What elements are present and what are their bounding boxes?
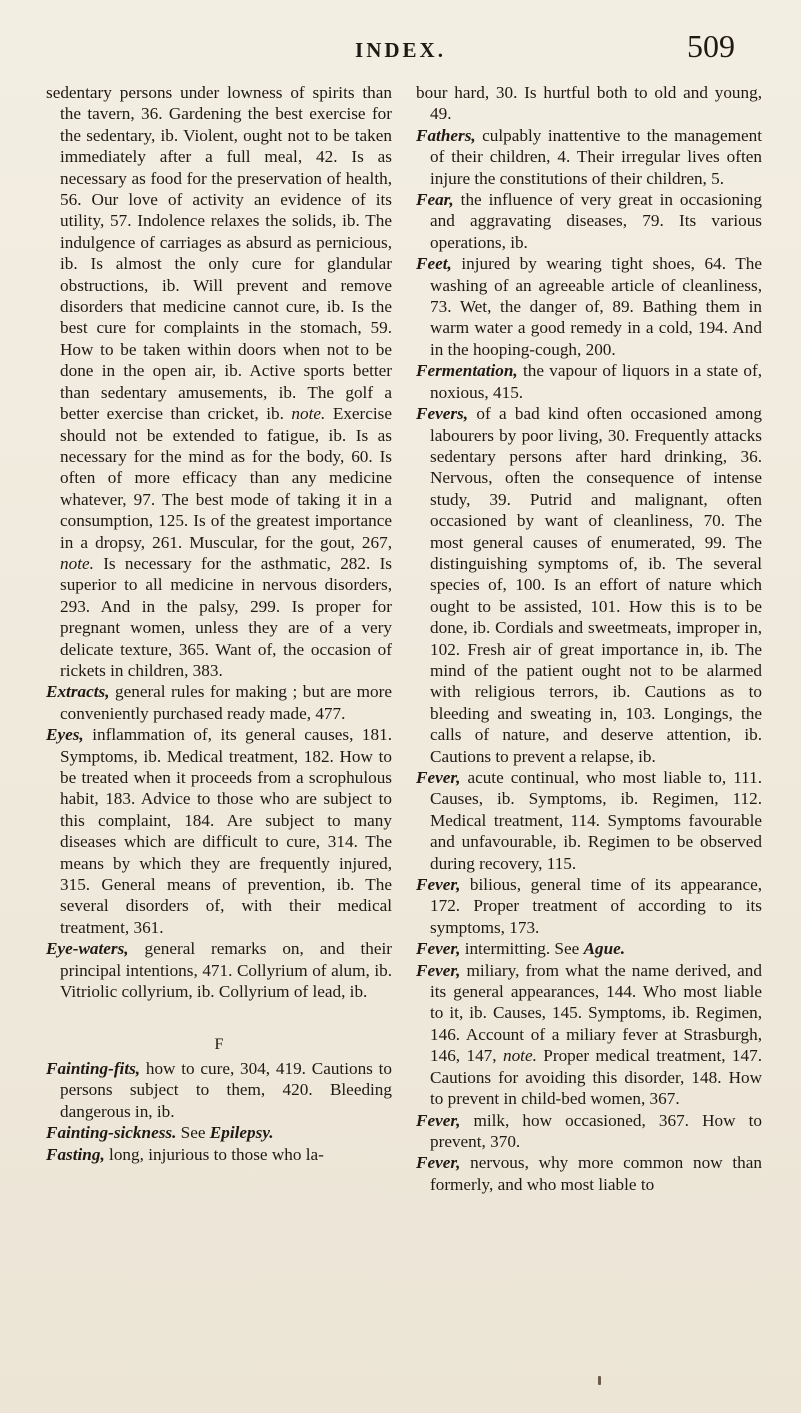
page-number: 509 <box>687 28 735 64</box>
entry-text: the vapour of liquors in a state of, noxious, 415. <box>430 361 762 402</box>
entry-text: bilious, general time of its appearance, 172. Proper treatment of according to its symptoms, 173. <box>430 875 762 937</box>
index-entry-fasting <box>46 1144 392 1165</box>
entry-head: Fever, <box>416 1110 461 1130</box>
entry-head: Fevers, <box>416 404 469 424</box>
ink-speck <box>598 1376 601 1385</box>
index-entry-fermentation <box>416 360 762 403</box>
entry-text: See <box>176 1123 210 1143</box>
running-head <box>0 28 801 68</box>
index-entry-eyes <box>46 724 392 938</box>
entry-text: the influence of very great in occasioning and aggravating diseases, 79. Its various operations, ib. <box>430 190 762 252</box>
index-entry-fever-intermitting <box>416 938 762 959</box>
entry-text: how to cure, 304, 419. Cautions to persons subject to them, 420. Bleeding dangerous in, ib. <box>60 1058 392 1121</box>
entry-head: Fasting, <box>46 1144 105 1164</box>
entry-note: note. <box>291 404 326 424</box>
entry-text: Is necessary for the asthmatic, 282. Is superior to all medicine in nervous disorders, 293. And in the palsy, 299. Is proper for pregnant women, unless they are of a very delicate texture, 365. Want of, the occasion of rickets in children, 383. <box>60 553 392 680</box>
entry-head: Eyes, <box>46 725 84 745</box>
entry-head: Fever, <box>416 960 461 980</box>
index-entry-fasting-continued <box>416 82 762 125</box>
entry-text: miliary, from what the name derived, and its general appearances, 144. Who most liable to it, ib. Causes, 145. Symptoms, ib. Regimen, 146. Account of a miliary fever at Strasburgh, 146, 147, <box>430 960 762 1066</box>
entry-text: general remarks on, and their principal intentions, 471. Collyrium of alum, ib. Vitriolic collyrium, ib. Collyrium of lead, ib. <box>60 939 392 1002</box>
entry-note: note. <box>60 553 94 573</box>
entry-head: Fever, <box>416 875 461 895</box>
entry-head: Fear, <box>416 190 454 210</box>
index-entry-fear <box>416 189 762 253</box>
index-entry-fever-bilious <box>416 874 762 938</box>
entry-text: Exercise should not be extended to fatigue, ib. Is as necessary for the mind as for the body, 60. Is often of more efficacy than any medicine whatever, 97. The best mode of taking it in a consumption, 125. Is of the greatest importance in a dropsy, 261. Muscular, for the gout, 267, <box>60 404 392 552</box>
entry-head: Fever, <box>416 1153 461 1173</box>
entry-head: Fermentation, <box>416 361 518 381</box>
running-title: INDEX. <box>355 38 446 62</box>
index-entry-eye-waters <box>46 938 392 1002</box>
entry-text: bour hard, 30. Is hurtful both to old and young, 49. <box>416 83 762 124</box>
entry-text: intermitting. See <box>460 939 584 959</box>
entry-head: Fever, <box>416 939 461 959</box>
entry-head: Extracts, <box>46 682 110 702</box>
cross-reference: Ague. <box>583 939 626 959</box>
entry-text: milk, how occasioned, 367. How to prevent, 370. <box>430 1110 762 1151</box>
section-letter: F <box>214 1036 224 1054</box>
entry-text: long, injurious to those who la- <box>104 1144 324 1164</box>
entry-text: nervous, why more common now than formerly, and who most liable to <box>430 1153 762 1194</box>
entry-text: of a bad kind often occasioned among labourers by poor living, 30. Frequently attacks sedentary persons after hard drinking, 36. Nervous, often the consequence of intense study, 39. Putrid and malignant, often occasioned by want of cleanliness, 70. The most general causes of enumerated, 99. The distinguishing symptoms of, ib. The several species of, 100. Is an effort of nature which ought to be assisted, 101. How this is to be done, ib. Cordials and sweetmeats, improper in, 102. Fresh air of great importance in, ib. The mind of the patient ought not to be alarmed with religious terrors, ib. Cautions as to bleeding and sweating in, 103. Longings, the calls of nature, and deserve attention, ib. Cautions to prevent a relapse, ib. <box>430 404 762 766</box>
entry-text: Proper medical treatment, 147. Cautions for avoiding this disorder, 148. How to prevent in child-bed women, 367. <box>430 1046 763 1109</box>
index-entry-fathers <box>416 125 762 189</box>
entry-head: Feet, <box>416 254 452 274</box>
section-gap <box>46 1002 392 1020</box>
left-column <box>46 82 392 1165</box>
entry-text: sedentary persons under lowness of spirits than the tavern, 36. Gardening the best exercise for the sedentary, ib. Violent, ought not to be taken immediately after a full meal, 42. Is as necessary as food for the preservation of health, 56. Our love of activity an evidence of its utility, 57. Indolence relaxes the solids, ib. The indulgence of carriages as absurd as pernicious, ib. Is almost the only cure for glandular obstructions, ib. Will prevent and remove disorders that medicine cannot cure, ib. Is the best cure for complaints in the stomach, 59. How to be taken within doors when not to be done in the open air, ib. Active sports better than sedentary amusements, ib. The golf a better exercise than cricket, ib. <box>46 83 392 424</box>
entry-text: acute continual, who most liable to, 111. Causes, ib. Symptoms, ib. Regimen, 112. Medical treatment, 114. Symptoms favourable and unfavourable, ib. Regimen to be observed during recovery, 115. <box>430 768 762 873</box>
entry-text: inflammation of, its general causes, 181. Symptoms, ib. Medical treatment, 182. How to be treated when it proceeds from a scrophulous habit, 183. Advice to those who are subject to this complaint, 184. Are subject to many diseases which are difficult to cure, 314. The means by which they are frequently injured, 315. General means of prevention, ib. The several disorders of, with their medical treatment, 361. <box>60 725 392 937</box>
index-entry-extracts <box>46 681 392 724</box>
entry-text: general rules for making ; but are more conveniently purchased ready made, 477. <box>60 682 392 723</box>
entry-head: Fathers, <box>416 125 476 145</box>
entry-text: culpably inattentive to the management of their children, 4. Their irregular lives often injure the constitutions of their children, 5. <box>430 125 762 188</box>
entry-head: Fainting-sickness. <box>46 1123 177 1143</box>
index-entry-fever-acute <box>416 767 762 874</box>
index-entry-fainting-fits <box>46 1058 392 1122</box>
entry-note: note. <box>502 1046 537 1066</box>
right-column <box>416 82 762 1195</box>
entry-head: Fainting-fits, <box>46 1058 141 1078</box>
index-entry-fevers <box>416 403 762 767</box>
index-entry-exercise-continued <box>46 82 392 681</box>
entry-head: Fever, <box>416 768 461 787</box>
index-entry-fainting-sickness <box>46 1122 392 1143</box>
index-entry-fever-miliary <box>416 960 762 1110</box>
entry-head: Eye-waters, <box>46 939 129 959</box>
cross-reference: Epilepsy. <box>209 1123 274 1143</box>
index-entry-fever-nervous <box>416 1152 762 1195</box>
entry-text: injured by wearing tight shoes, 64. The washing of an agreeable article of cleanliness, 73. Wet, the danger of, 89. Bathing them in warm water a good remedy in a cold, 194. And in the hooping-cough, 200. <box>430 254 762 359</box>
index-entry-fever-milk <box>416 1110 762 1153</box>
index-entry-feet <box>416 253 762 360</box>
